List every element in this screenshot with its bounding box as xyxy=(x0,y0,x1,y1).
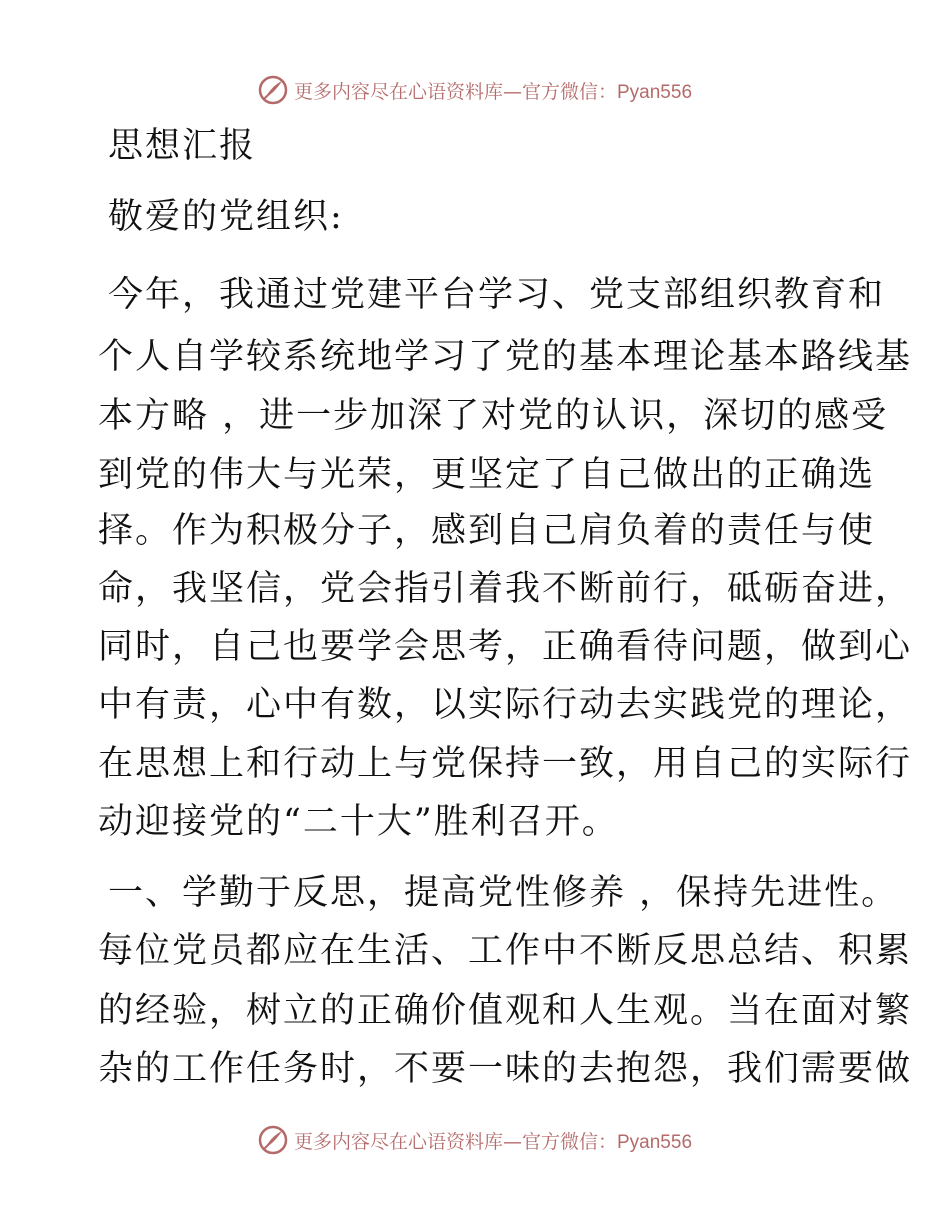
watermark-handle: Pyan556 xyxy=(617,1131,693,1153)
section-heading-line: 一、学勤于反思，提高党性修养 ，保持先进性。 xyxy=(108,873,899,913)
paragraph-line: 命，我坚信，党会指引着我不断前行，砥砺奋进， xyxy=(98,569,913,609)
document-title: 思想汇报 xyxy=(108,126,257,166)
paragraph-line: 今年，我通过党建平台学习、党支部组织教育和 xyxy=(108,275,886,315)
salutation: 敬爱的党组织: xyxy=(108,197,344,237)
paragraph-line: 到党的伟大与光荣，更坚定了自己做出的正确选 xyxy=(98,455,876,495)
paragraph-line: 本方略 ，进一步加深了对党的认识，深切的感受 xyxy=(98,396,889,436)
paragraph-line: 同时，自己也要学会思考，正确看待问题，做到心 xyxy=(98,627,913,667)
paragraph-line: 中有责，心中有数，以实际行动去实践党的理论， xyxy=(98,685,913,725)
feather-quill-logo-icon xyxy=(258,75,288,105)
paragraph-line: 每位党员都应在生活、工作中不断反思总结、积累 xyxy=(98,931,913,971)
header-watermark xyxy=(0,70,950,110)
paragraph-line: 在思想上和行动上与党保持一致，用自己的实际行 xyxy=(98,744,913,784)
paragraph-line: 个人自学较系统地学习了党的基本理论基本路线基 xyxy=(98,337,913,377)
paragraph-line: 动迎接党的“二十大”胜利召开。 xyxy=(98,802,619,842)
watermark-text: 更多内容尽在心语资料库—官方微信：Pyan556 xyxy=(293,1130,693,1153)
paragraph-line: 的经验，树立的正确价值观和人生观。当在面对繁 xyxy=(98,991,913,1031)
paragraph-line: 杂的工作任务时，不要一味的去抱怨，我们需要做 xyxy=(98,1049,913,1089)
paragraph-line: 择。作为积极分子，感到自己肩负着的责任与使 xyxy=(98,511,876,551)
footer-watermark xyxy=(0,1120,950,1160)
watermark-text: 更多内容尽在心语资料库—官方微信：Pyan556 xyxy=(293,80,693,103)
watermark-handle: Pyan556 xyxy=(617,81,693,103)
feather-quill-logo-icon xyxy=(258,1125,288,1155)
